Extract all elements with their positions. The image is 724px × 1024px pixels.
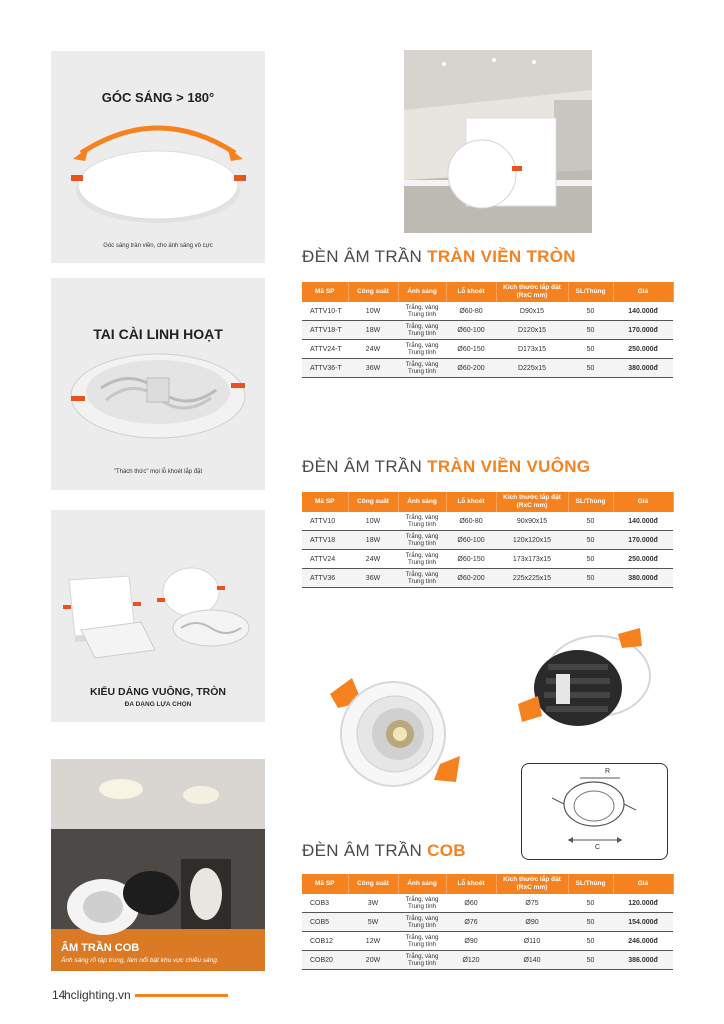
header-code: Mã SP — [302, 492, 348, 512]
header-price: Giá — [613, 874, 673, 894]
heading-highlight: COB — [427, 841, 466, 860]
header-size — [496, 282, 568, 302]
table-row — [302, 359, 673, 378]
header-size-line2: (RxC mm) — [516, 502, 548, 509]
cell-code: COB12 — [302, 932, 348, 951]
cell-price: 140.000đ — [613, 302, 673, 321]
panel-light-back-image — [51, 278, 265, 490]
cell-power: 5W — [348, 913, 398, 932]
light-line2: Trung tính — [408, 540, 436, 547]
round-spec-table — [302, 282, 674, 378]
cell-hole: Ø60-80 — [446, 512, 496, 531]
light-line2: Trung tính — [408, 521, 436, 528]
table-header-row — [302, 492, 673, 512]
light-line1: Trắng, vàng — [405, 533, 439, 540]
cell-hole: Ø60-100 — [446, 531, 496, 550]
cell-hole: Ø60-150 — [446, 340, 496, 359]
table-row — [302, 550, 673, 569]
cell-light — [398, 531, 446, 550]
card-title: GÓC SÁNG > 180° — [101, 90, 215, 105]
cell-qty: 50 — [568, 932, 613, 951]
table-row — [302, 913, 673, 932]
cell-price: 380.000đ — [613, 359, 673, 378]
cell-qty: 50 — [568, 512, 613, 531]
cell-price: 250.000đ — [613, 550, 673, 569]
cell-power: 12W — [348, 932, 398, 951]
cell-code: ATTV36 — [302, 569, 348, 588]
heading-prefix: ĐÈN ÂM TRẦN — [302, 457, 428, 476]
header-size-line1: Kích thước lắp đặt — [503, 284, 561, 291]
light-line2: Trung tính — [408, 349, 436, 356]
cell-power: 24W — [348, 550, 398, 569]
cell-qty: 50 — [568, 550, 613, 569]
header-size-line2: (RxC mm) — [516, 292, 548, 299]
heading-highlight: TRÀN VIỀN TRÒN — [427, 247, 576, 266]
table-row — [302, 302, 673, 321]
header-hole: Lỗ khoét — [446, 492, 496, 512]
light-line1: Trắng, vàng — [405, 915, 439, 922]
page-number: 14 — [52, 988, 66, 1002]
table-header-row — [302, 282, 673, 302]
section-heading-cob — [302, 841, 466, 861]
cell-size: 173x173x15 — [496, 550, 568, 569]
cell-size: Ø75 — [496, 894, 568, 913]
cell-code: ATTV10 — [302, 512, 348, 531]
header-size-line1: Kích thước lắp đặt — [503, 876, 561, 883]
card-caption: Góc sáng tràn viền, cho ánh sáng vô cực — [103, 243, 213, 249]
table-row — [302, 951, 673, 970]
cob-spec-table — [302, 874, 674, 970]
cell-code: COB3 — [302, 894, 348, 913]
light-line2: Trung tính — [408, 941, 436, 948]
heading-prefix: ĐÈN ÂM TRẦN — [302, 247, 428, 266]
cell-hole: Ø76 — [446, 913, 496, 932]
header-power: Công suất — [348, 874, 398, 894]
light-line2: Trung tính — [408, 960, 436, 967]
heading-prefix: ĐÈN ÂM TRẦN — [302, 841, 428, 860]
cell-light — [398, 550, 446, 569]
cell-light — [398, 512, 446, 531]
light-line1: Trắng, vàng — [405, 304, 439, 311]
cell-power: 20W — [348, 951, 398, 970]
feature-card-flexible-clips — [51, 278, 265, 490]
cell-light — [398, 951, 446, 970]
cell-power: 36W — [348, 359, 398, 378]
cell-price: 140.000đ — [613, 512, 673, 531]
cell-power: 36W — [348, 569, 398, 588]
section-heading-square — [302, 457, 590, 477]
cell-code: COB20 — [302, 951, 348, 970]
cell-price: 170.000đ — [613, 531, 673, 550]
header-hole: Lỗ khoét — [446, 282, 496, 302]
cell-size: Ø110 — [496, 932, 568, 951]
card-title: KIỂU DÁNG VUÔNG, TRÒN — [90, 686, 226, 698]
cell-price: 386.000đ — [613, 951, 673, 970]
table-row — [302, 512, 673, 531]
cob-dimension-diagram — [521, 763, 668, 860]
cell-qty: 50 — [568, 359, 613, 378]
header-power: Công suất — [348, 492, 398, 512]
cell-qty: 50 — [568, 569, 613, 588]
section-heading-round — [302, 247, 576, 267]
cell-hole: Ø60-100 — [446, 321, 496, 340]
cell-hole: Ø60-80 — [446, 302, 496, 321]
cell-power: 10W — [348, 512, 398, 531]
table-header-row — [302, 874, 673, 894]
diagram-label-c: C — [595, 844, 601, 851]
cell-power: 3W — [348, 894, 398, 913]
room-scene-image — [404, 50, 592, 233]
header-size-line1: Kích thước lắp đặt — [503, 494, 561, 501]
cell-size: D173x15 — [496, 340, 568, 359]
cell-code: COB5 — [302, 913, 348, 932]
room-photo-round-light — [404, 50, 592, 233]
cell-hole: Ø120 — [446, 951, 496, 970]
feature-card-shapes — [51, 510, 265, 722]
header-size — [496, 874, 568, 894]
table-row — [302, 531, 673, 550]
light-line2: Trung tính — [408, 368, 436, 375]
header-qty: SL/Thùng — [568, 492, 613, 512]
light-line1: Trắng, vàng — [405, 571, 439, 578]
cell-power: 18W — [348, 531, 398, 550]
cell-power: 24W — [348, 340, 398, 359]
table-row — [302, 569, 673, 588]
light-line2: Trung tính — [408, 903, 436, 910]
cell-code: ATTV18-T — [302, 321, 348, 340]
diagram-label-r: R — [605, 768, 611, 775]
cob-light-back-image — [508, 624, 658, 734]
light-line1: Trắng, vàng — [405, 514, 439, 521]
cell-qty: 50 — [568, 531, 613, 550]
light-line1: Trắng, vàng — [405, 552, 439, 559]
feature-card-cob — [51, 759, 265, 971]
cell-size: Ø140 — [496, 951, 568, 970]
cell-price: 120.000đ — [613, 894, 673, 913]
light-line2: Trung tính — [408, 330, 436, 337]
cell-code: ATTV18 — [302, 531, 348, 550]
cell-light — [398, 340, 446, 359]
footer-accent-line — [135, 994, 228, 997]
header-price: Giá — [613, 492, 673, 512]
light-line1: Trắng, vàng — [405, 361, 439, 368]
cell-light — [398, 359, 446, 378]
cell-qty: 50 — [568, 321, 613, 340]
table-row — [302, 932, 673, 951]
card-caption: "Thách thức" mọi lỗ khoét lắp đặt — [113, 469, 203, 475]
light-line2: Trung tính — [408, 559, 436, 566]
card-caption: ĐA DẠNG LỰA CHỌN — [124, 701, 192, 708]
table-row — [302, 340, 673, 359]
cell-qty: 50 — [568, 951, 613, 970]
header-price: Giá — [613, 282, 673, 302]
light-line2: Trung tính — [408, 922, 436, 929]
cell-size: D225x15 — [496, 359, 568, 378]
cell-light — [398, 913, 446, 932]
cell-size: 90x90x15 — [496, 512, 568, 531]
light-line1: Trắng, vàng — [405, 934, 439, 941]
header-hole: Lỗ khoét — [446, 874, 496, 894]
cell-light — [398, 302, 446, 321]
cell-hole: Ø60-200 — [446, 569, 496, 588]
header-code: Mã SP — [302, 874, 348, 894]
cob-room-image — [51, 759, 265, 971]
cell-code: ATTV36-T — [302, 359, 348, 378]
header-light: Ánh sáng — [398, 874, 446, 894]
cell-light — [398, 932, 446, 951]
cell-size: 120x120x15 — [496, 531, 568, 550]
cell-size: Ø90 — [496, 913, 568, 932]
cell-hole: Ø60 — [446, 894, 496, 913]
light-line1: Trắng, vàng — [405, 953, 439, 960]
table-row — [302, 894, 673, 913]
header-power: Công suất — [348, 282, 398, 302]
cell-size: 225x225x15 — [496, 569, 568, 588]
cell-size: D120x15 — [496, 321, 568, 340]
cell-hole: Ø60-150 — [446, 550, 496, 569]
cell-price: 246.000đ — [613, 932, 673, 951]
cell-qty: 50 — [568, 302, 613, 321]
heading-highlight: TRÀN VIỀN VUÔNG — [427, 457, 591, 476]
header-qty: SL/Thùng — [568, 874, 613, 894]
light-line1: Trắng, vàng — [405, 323, 439, 330]
footer-website[interactable]: hclighting.vn — [64, 988, 131, 1002]
card-title: TAI CÀI LINH HOẠT — [93, 326, 223, 342]
cell-code: ATTV24 — [302, 550, 348, 569]
header-code: Mã SP — [302, 282, 348, 302]
header-qty: SL/Thùng — [568, 282, 613, 302]
cob-light-front-image — [318, 672, 468, 792]
table-row — [302, 321, 673, 340]
card-caption: Ánh sáng rõ tập trung, làm nổi bật khu vực chiếu sáng. — [61, 957, 219, 964]
cell-light — [398, 321, 446, 340]
round-panel-light-image — [51, 51, 265, 263]
cell-light — [398, 894, 446, 913]
cell-hole: Ø60-200 — [446, 359, 496, 378]
cell-hole: Ø90 — [446, 932, 496, 951]
light-line2: Trung tính — [408, 311, 436, 318]
light-line1: Trắng, vàng — [405, 342, 439, 349]
cell-power: 10W — [348, 302, 398, 321]
cell-qty: 50 — [568, 913, 613, 932]
header-size-line2: (RxC mm) — [516, 884, 548, 891]
card-title: ÂM TRẦN COB — [61, 942, 140, 954]
header-light: Ánh sáng — [398, 282, 446, 302]
cell-price: 154.000đ — [613, 913, 673, 932]
header-size — [496, 492, 568, 512]
cell-code: ATTV10-T — [302, 302, 348, 321]
cell-code: ATTV24-T — [302, 340, 348, 359]
cell-price: 380.000đ — [613, 569, 673, 588]
light-line2: Trung tính — [408, 578, 436, 585]
cell-qty: 50 — [568, 894, 613, 913]
cell-size: D90x15 — [496, 302, 568, 321]
cell-light — [398, 569, 446, 588]
light-line1: Trắng, vàng — [405, 896, 439, 903]
cell-power: 18W — [348, 321, 398, 340]
cell-qty: 50 — [568, 340, 613, 359]
feature-card-beam-angle — [51, 51, 265, 263]
cell-price: 170.000đ — [613, 321, 673, 340]
square-spec-table — [302, 492, 674, 588]
header-light: Ánh sáng — [398, 492, 446, 512]
cell-price: 250.000đ — [613, 340, 673, 359]
